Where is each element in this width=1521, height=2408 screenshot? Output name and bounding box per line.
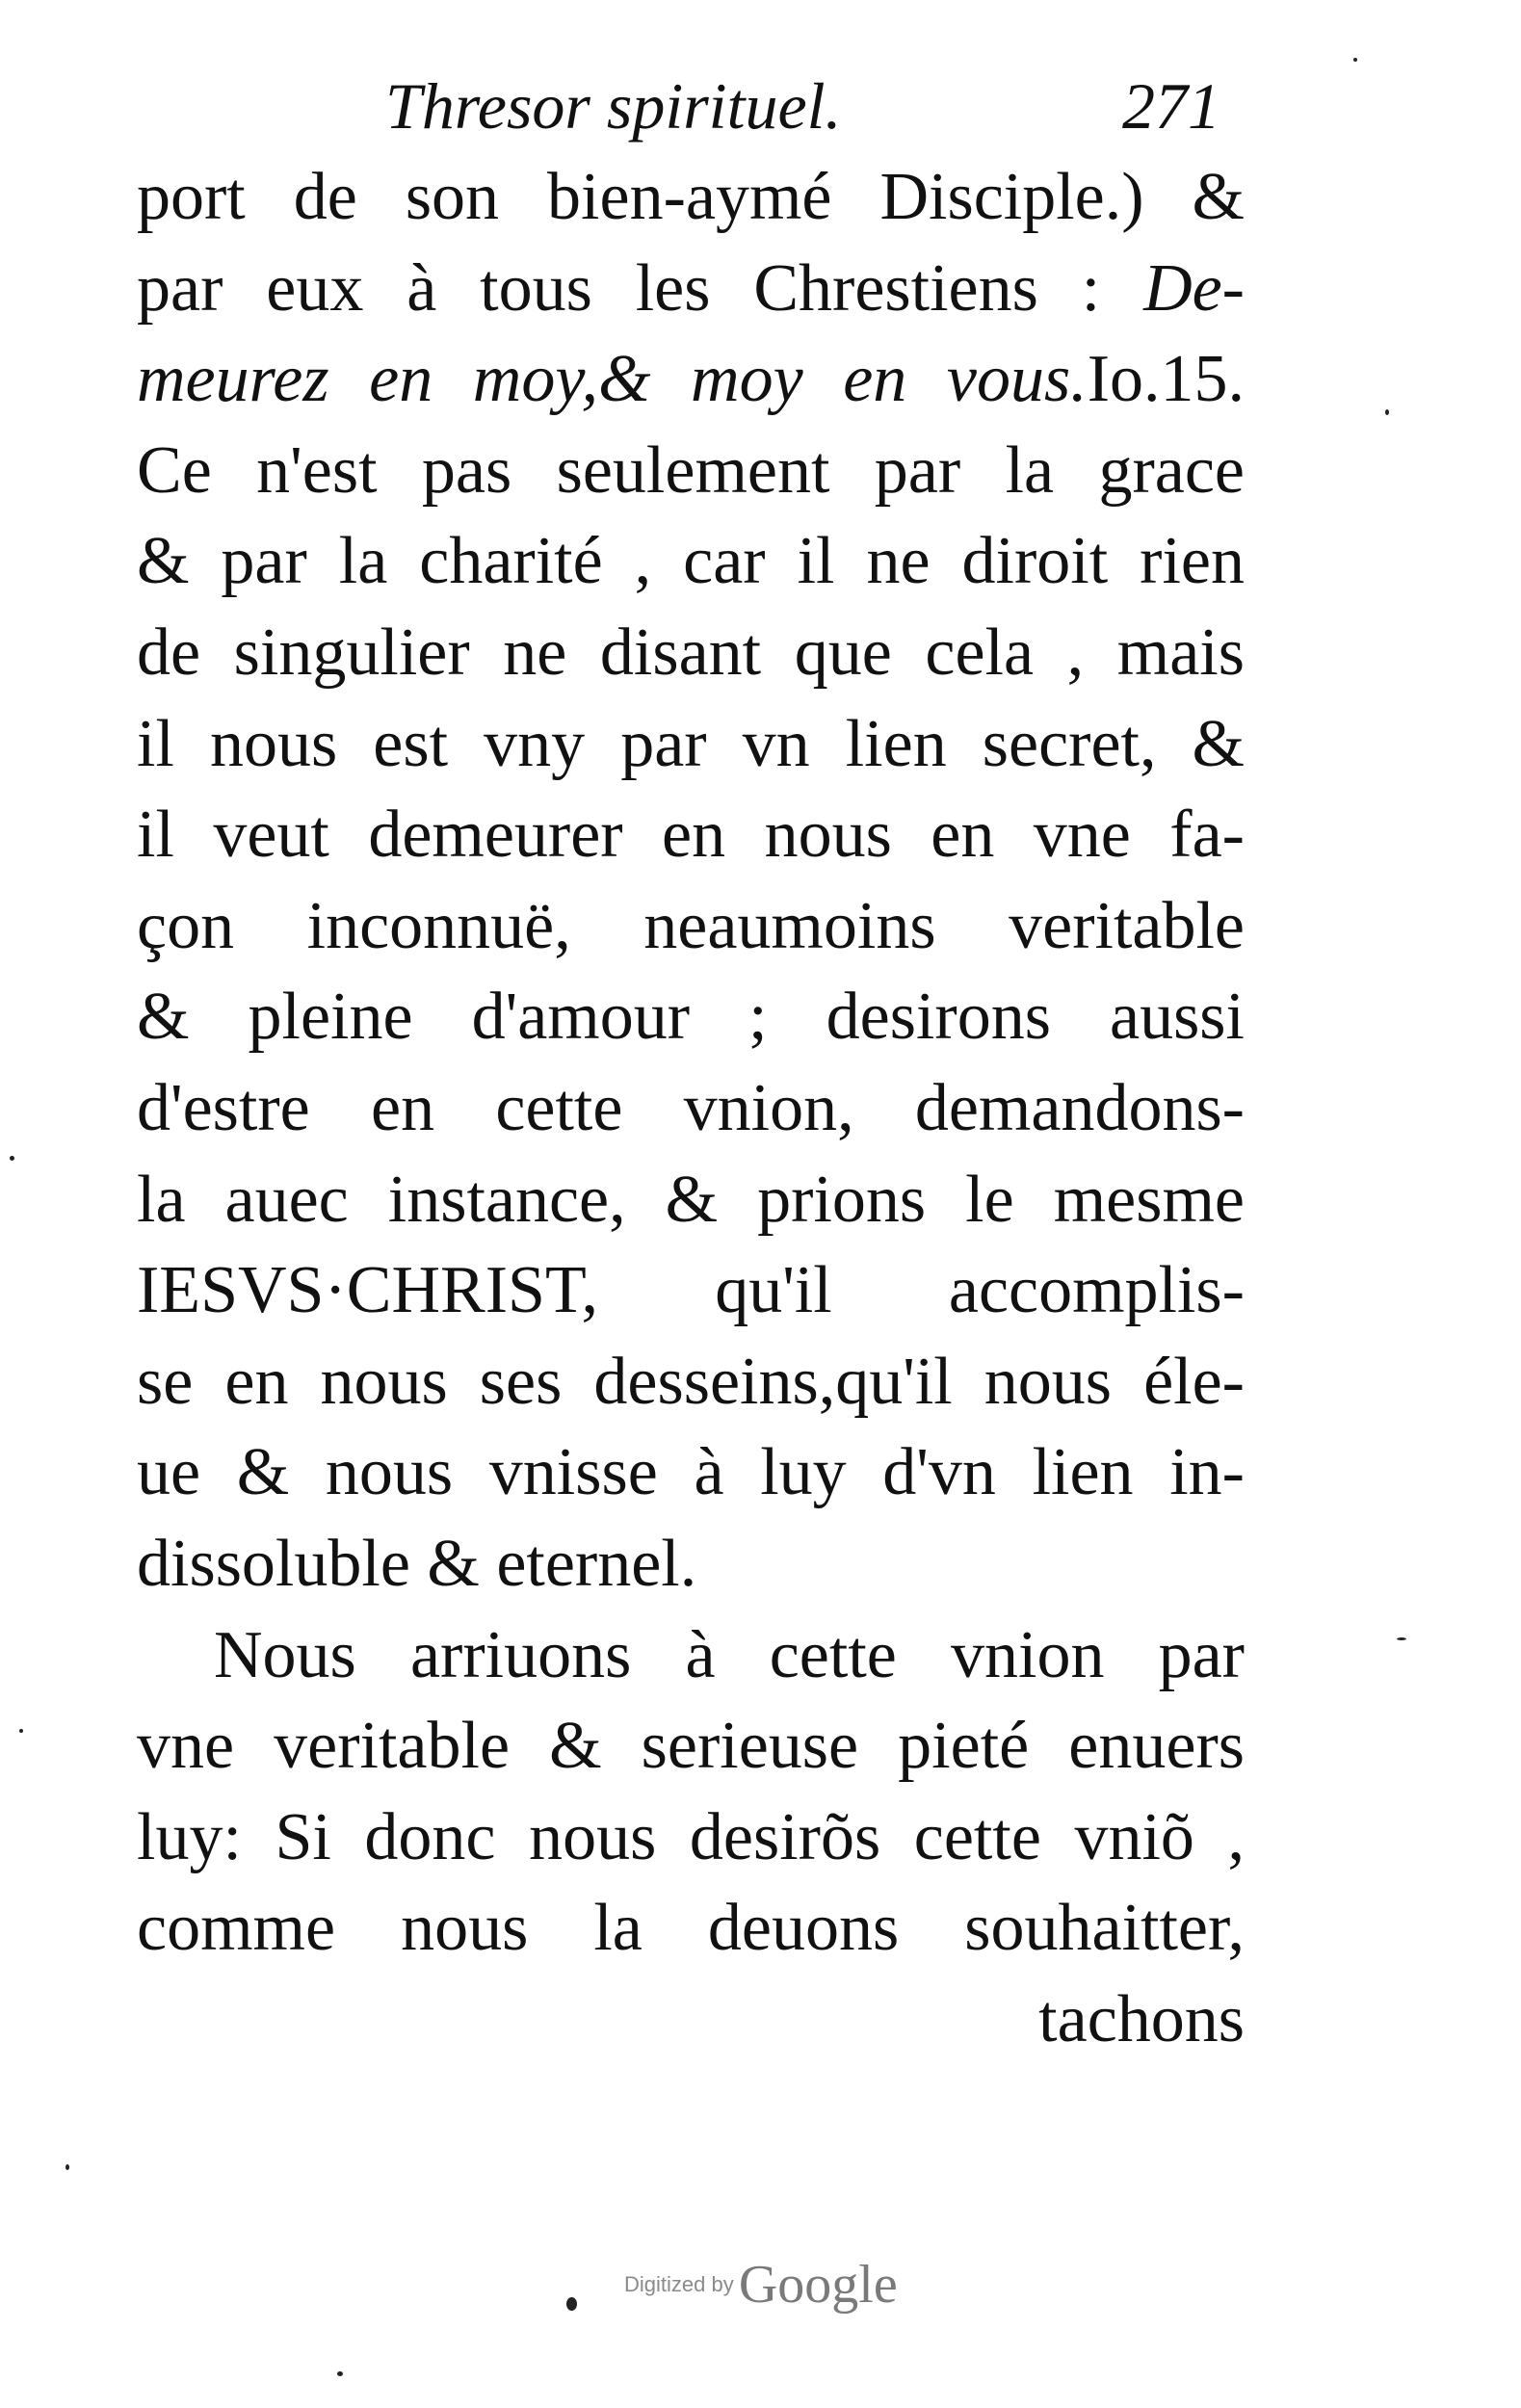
text-line [137, 1155, 1245, 1246]
text-line [137, 334, 1245, 426]
roman-text: Ce n'est pas seulement par la grace [137, 432, 1245, 508]
text-line [137, 1427, 1245, 1519]
text-line [137, 152, 1245, 244]
ink-speck [1385, 409, 1389, 415]
catchword: tachons [1038, 1981, 1245, 2056]
roman-text: comme nous la deuons souhaitter, [137, 1891, 1245, 1966]
text-line [137, 608, 1245, 699]
roman-text: & pleine d'amour ; desirons aussi [137, 980, 1245, 1055]
text-line [137, 972, 1245, 1063]
roman-text: par eux à tous les Chrestiens : [137, 250, 1144, 326]
roman-text: Nous arriuons à cette vnion par [214, 1617, 1245, 1692]
text-line [137, 1337, 1245, 1428]
roman-text: il nous est vny par vn lien secret, & [137, 706, 1245, 781]
ink-speck [337, 2371, 343, 2376]
ink-speck [19, 1729, 23, 1733]
text-line [137, 1519, 1245, 1610]
body-text [137, 152, 1245, 2065]
roman-text: luy: Si donc nous desirõs cette vniõ , [137, 1799, 1245, 1874]
roman-text: Io.15. [1087, 342, 1245, 417]
digitized-label: Digitized by [624, 2272, 734, 2296]
roman-text: vne veritable & serieuse pieté enuers [137, 1709, 1245, 1784]
roman-text: il veut demeurer en nous en vne fa- [137, 798, 1245, 873]
text-line [137, 790, 1245, 881]
text-line [137, 1610, 1245, 1702]
digitized-watermark [624, 2254, 898, 2316]
roman-text: & par la charité , car il ne diroit rien [137, 524, 1245, 599]
ink-speck [566, 2297, 577, 2311]
google-logo: Google [738, 2255, 898, 2315]
roman-text: dissoluble & eternel. [137, 1526, 697, 1601]
text-line [137, 516, 1245, 608]
roman-text: port de son bien-aymé Disciple.) & [137, 160, 1245, 234]
roman-text: çon inconnuë, neaumoins veritable [137, 888, 1245, 963]
text-line [137, 1793, 1245, 1884]
text-line [137, 426, 1245, 517]
ink-speck [1353, 58, 1357, 62]
text-line [137, 1701, 1245, 1793]
page-number: 271 [1122, 69, 1220, 143]
roman-text: ue & nous vnisse à luy d'vn lien in- [137, 1435, 1245, 1510]
text-line [137, 699, 1245, 791]
italic-text: meurez en moy,& moy en vous. [137, 342, 1088, 417]
roman-text: la auec instance, & prions le mesme [137, 1162, 1245, 1237]
text-line [137, 1063, 1245, 1155]
text-line [137, 244, 1245, 335]
italic-text: De- [1143, 250, 1245, 326]
text-line [137, 881, 1245, 973]
ink-speck [1397, 1637, 1406, 1640]
running-title: Thresor spirituel. [385, 69, 842, 143]
ink-speck [66, 2164, 69, 2170]
ink-speck [10, 1156, 14, 1161]
roman-text: de singulier ne disant que cela , mais [137, 615, 1245, 690]
roman-text: d'estre en cette vnion, demandons- [137, 1070, 1245, 1145]
roman-text: se en nous ses desseins,qu'il nous éle- [137, 1344, 1245, 1419]
roman-text: IESVS·CHRIST, qu'il accomplis- [137, 1253, 1245, 1328]
text-line [137, 1245, 1245, 1337]
text-line [137, 1883, 1245, 1975]
